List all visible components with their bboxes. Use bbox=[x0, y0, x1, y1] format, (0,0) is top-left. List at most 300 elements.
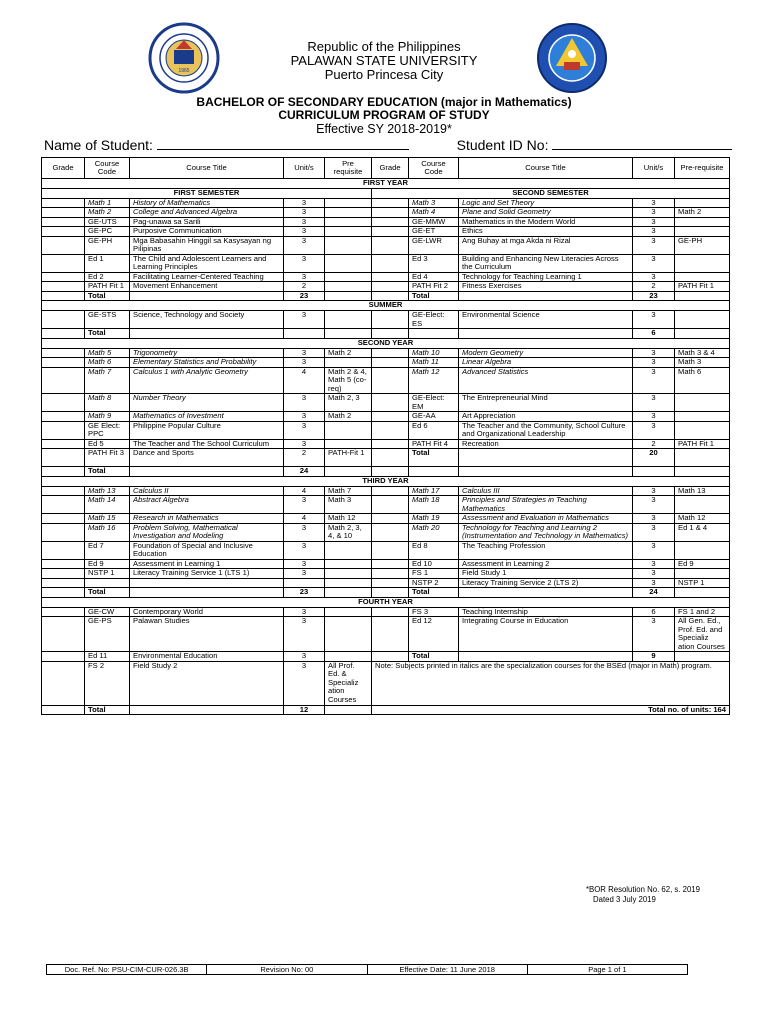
course-code: Math 2 bbox=[85, 208, 130, 218]
course-title: Principles and Strategies in Teaching Mathematics bbox=[459, 496, 633, 514]
total-value: 20 bbox=[633, 449, 675, 467]
course-units: 2 bbox=[284, 449, 325, 467]
total-row bbox=[42, 467, 730, 477]
course-code: Math 19 bbox=[409, 514, 459, 524]
table-row bbox=[42, 208, 730, 218]
course-title: Contemporary World bbox=[130, 607, 284, 617]
course-code: Math 15 bbox=[85, 514, 130, 524]
course-title: Modern Geometry bbox=[459, 348, 633, 358]
grade-cell bbox=[372, 439, 409, 449]
total-value: 24 bbox=[633, 588, 675, 598]
course-prereq bbox=[325, 559, 372, 569]
student-name-field[interactable] bbox=[157, 137, 409, 150]
total-units: Total no. of units: 164 bbox=[372, 705, 730, 715]
grade-cell bbox=[42, 198, 85, 208]
grade-cell bbox=[372, 523, 409, 541]
course-code: PATH Fit 4 bbox=[409, 439, 459, 449]
total-value: 9 bbox=[633, 652, 675, 662]
grade-cell bbox=[372, 394, 409, 412]
grade-cell bbox=[42, 486, 85, 496]
course-prereq: FS 1 and 2 bbox=[675, 607, 730, 617]
course-code: GE-STS bbox=[85, 311, 130, 329]
course-code: Math 11 bbox=[409, 358, 459, 368]
course-title: Problem Solving, Mathematical Investigation and Modeling bbox=[130, 523, 284, 541]
year-first: FIRST YEAR bbox=[42, 179, 730, 189]
col-code: Course Code bbox=[85, 158, 130, 179]
course-code: Ed 1 bbox=[85, 254, 130, 272]
course-code: Math 9 bbox=[85, 412, 130, 422]
total-row bbox=[42, 705, 730, 715]
course-units: 3 bbox=[284, 394, 325, 412]
course-code: Ed 4 bbox=[409, 272, 459, 282]
grade-cell bbox=[372, 578, 409, 588]
course-title: Purposive Communication bbox=[130, 227, 284, 237]
table-row bbox=[42, 559, 730, 569]
course-title: Calculus III bbox=[459, 486, 633, 496]
grade-cell bbox=[42, 412, 85, 422]
total-row bbox=[42, 588, 730, 598]
course-units: 3 bbox=[284, 358, 325, 368]
course-title: Assessment in Learning 1 bbox=[130, 559, 284, 569]
course-units: 3 bbox=[284, 559, 325, 569]
course-units: 3 bbox=[284, 439, 325, 449]
col-code: Course Code bbox=[409, 158, 459, 179]
table-row bbox=[42, 421, 730, 439]
course-units: 3 bbox=[284, 254, 325, 272]
course-units: 3 bbox=[633, 496, 675, 514]
italics-note: Note: Subjects printed in italics are the specialization courses for the BSEd (major in Math) program. bbox=[372, 661, 730, 705]
course-title: College and Advanced Algebra bbox=[130, 208, 284, 218]
course-code: GE-UTS bbox=[85, 217, 130, 227]
course-prereq bbox=[675, 394, 730, 412]
course-units: 3 bbox=[633, 208, 675, 218]
grade-cell bbox=[42, 208, 85, 218]
course-title: Abstract Algebra bbox=[130, 496, 284, 514]
course-title: Building and Enhancing New Literacies Across the Curriculum bbox=[459, 254, 633, 272]
course-code: Math 17 bbox=[409, 486, 459, 496]
course-prereq bbox=[325, 254, 372, 272]
year-heading-row bbox=[42, 476, 730, 486]
course-code: Math 18 bbox=[409, 496, 459, 514]
course-title: Literacy Training Service 1 (LTS 1) bbox=[130, 569, 284, 579]
doc-effective-date: Effective Date: 11 June 2018 bbox=[367, 965, 527, 975]
course-code: PATH Fit 3 bbox=[85, 449, 130, 467]
course-units: 3 bbox=[633, 394, 675, 412]
year-heading-row bbox=[42, 597, 730, 607]
student-info-line bbox=[44, 137, 734, 155]
course-prereq: Math 3 bbox=[675, 358, 730, 368]
course-title: Art Appreciation bbox=[459, 412, 633, 422]
grade-cell bbox=[372, 607, 409, 617]
course-title: Philippine Popular Culture bbox=[130, 421, 284, 439]
course-units: 3 bbox=[284, 607, 325, 617]
student-name-label: Name of Student: bbox=[44, 137, 153, 153]
course-units: 3 bbox=[633, 578, 675, 588]
course-title: Ang Buhay at mga Akda ni Rizal bbox=[459, 236, 633, 254]
course-units: 3 bbox=[284, 421, 325, 439]
course-title: Literacy Training Service 2 (LTS 2) bbox=[459, 578, 633, 588]
course-prereq bbox=[675, 541, 730, 559]
total-value: 12 bbox=[284, 705, 325, 715]
total-value: 6 bbox=[633, 329, 675, 339]
course-prereq bbox=[675, 254, 730, 272]
course-code: Math 10 bbox=[409, 348, 459, 358]
total-label: Total bbox=[85, 588, 130, 598]
grade-cell bbox=[42, 569, 85, 579]
course-code: Ed 2 bbox=[85, 272, 130, 282]
table-row bbox=[42, 272, 730, 282]
first-semester-label: FIRST SEMESTER bbox=[42, 189, 372, 199]
doc-ref: Doc. Ref. No: PSU-CIM-CUR-026.3B bbox=[47, 965, 207, 975]
grade-cell bbox=[372, 282, 409, 292]
course-prereq: Math 12 bbox=[675, 514, 730, 524]
course-code: Math 8 bbox=[85, 394, 130, 412]
bor-resolution-date: Dated 3 July 2019 bbox=[593, 895, 656, 904]
total-label: Total bbox=[409, 291, 459, 301]
course-units: 3 bbox=[284, 272, 325, 282]
course-prereq: Math 7 bbox=[325, 486, 372, 496]
grade-cell bbox=[372, 367, 409, 394]
grade-cell bbox=[42, 421, 85, 439]
course-code: Ed 3 bbox=[409, 254, 459, 272]
course-units: 6 bbox=[633, 607, 675, 617]
course-prereq bbox=[325, 227, 372, 237]
course-units: 2 bbox=[284, 282, 325, 292]
course-title: Integrating Course in Education bbox=[459, 617, 633, 652]
table-row bbox=[42, 523, 730, 541]
course-units: 3 bbox=[633, 272, 675, 282]
course-title: Research in Mathematics bbox=[130, 514, 284, 524]
course-prereq: Ed 9 bbox=[675, 559, 730, 569]
course-title: Mathematics in the Modern World bbox=[459, 217, 633, 227]
grade-cell bbox=[372, 421, 409, 439]
grade-cell bbox=[42, 578, 85, 588]
grade-cell bbox=[42, 394, 85, 412]
course-title: Field Study 2 bbox=[130, 661, 284, 705]
course-units: 3 bbox=[633, 514, 675, 524]
course-code: GE-PH bbox=[85, 236, 130, 254]
course-code: GE Elect: PPC bbox=[85, 421, 130, 439]
grade-cell bbox=[372, 486, 409, 496]
course-units: 4 bbox=[284, 367, 325, 394]
col-grade: Grade bbox=[42, 158, 85, 179]
course-code: Math 12 bbox=[409, 367, 459, 394]
course-title: Technology for Teaching Learning 1 bbox=[459, 272, 633, 282]
col-units: Unit/s bbox=[633, 158, 675, 179]
table-row bbox=[42, 661, 730, 705]
course-code: Math 13 bbox=[85, 486, 130, 496]
course-prereq bbox=[675, 217, 730, 227]
course-title: History of Mathematics bbox=[130, 198, 284, 208]
total-label: Total bbox=[85, 329, 130, 339]
course-prereq bbox=[325, 236, 372, 254]
course-code: Math 6 bbox=[85, 358, 130, 368]
grade-cell bbox=[372, 217, 409, 227]
table-row bbox=[42, 311, 730, 329]
table-row bbox=[42, 348, 730, 358]
course-units: 3 bbox=[284, 523, 325, 541]
course-prereq bbox=[325, 421, 372, 439]
course-code: Math 7 bbox=[85, 367, 130, 394]
course-prereq bbox=[325, 282, 372, 292]
course-prereq: All Gen. Ed., Prof. Ed. and Specializ ation Courses bbox=[675, 617, 730, 652]
curriculum-table bbox=[41, 157, 730, 715]
course-prereq: Math 2 bbox=[325, 348, 372, 358]
grade-cell bbox=[42, 514, 85, 524]
university-name: PALAWAN STATE UNIVERSITY bbox=[290, 53, 478, 68]
course-units: 4 bbox=[284, 486, 325, 496]
year-heading-row bbox=[42, 338, 730, 348]
course-units: 4 bbox=[284, 514, 325, 524]
grade-cell bbox=[42, 236, 85, 254]
city-line: Puerto Princesa City bbox=[324, 67, 444, 82]
course-units: 3 bbox=[284, 661, 325, 705]
grade-cell bbox=[42, 541, 85, 559]
course-units: 2 bbox=[633, 439, 675, 449]
course-code: Ed 11 bbox=[85, 652, 130, 662]
total-value: 23 bbox=[284, 588, 325, 598]
course-code: GE-LWR bbox=[409, 236, 459, 254]
course-prereq: Math 12 bbox=[325, 514, 372, 524]
table-row bbox=[42, 569, 730, 579]
total-value: 24 bbox=[284, 467, 325, 477]
grade-cell bbox=[372, 514, 409, 524]
course-title: Assessment and Evaluation in Mathematics bbox=[459, 514, 633, 524]
course-title: Pag-unawa sa Sarili bbox=[130, 217, 284, 227]
course-code: GE-PC bbox=[85, 227, 130, 237]
table-row bbox=[42, 439, 730, 449]
course-title: Logic and Set Theory bbox=[459, 198, 633, 208]
course-units: 3 bbox=[633, 559, 675, 569]
course-prereq bbox=[325, 208, 372, 218]
course-code: Math 20 bbox=[409, 523, 459, 541]
grade-cell bbox=[42, 496, 85, 514]
grade-cell bbox=[42, 367, 85, 394]
table-row bbox=[42, 217, 730, 227]
course-prereq: Math 2 & 4, Math 5 (co-req) bbox=[325, 367, 372, 394]
course-prereq: GE-PH bbox=[675, 236, 730, 254]
course-units: 3 bbox=[284, 652, 325, 662]
course-prereq bbox=[325, 607, 372, 617]
course-title bbox=[130, 578, 284, 588]
year-second: SECOND YEAR bbox=[42, 338, 730, 348]
course-code: Ed 6 bbox=[409, 421, 459, 439]
course-code: PATH Fit 2 bbox=[409, 282, 459, 292]
second-semester-label: SECOND SEMESTER bbox=[372, 189, 730, 199]
grade-cell bbox=[372, 559, 409, 569]
course-prereq bbox=[325, 198, 372, 208]
table-row bbox=[42, 617, 730, 652]
course-units: 3 bbox=[633, 541, 675, 559]
course-code: Ed 12 bbox=[409, 617, 459, 652]
course-units: 3 bbox=[284, 311, 325, 329]
course-title: The Teacher and the Community, School Culture and Organizational Leadership bbox=[459, 421, 633, 439]
grade-cell bbox=[42, 523, 85, 541]
course-units: 3 bbox=[284, 541, 325, 559]
course-prereq bbox=[325, 439, 372, 449]
total-row bbox=[42, 291, 730, 301]
year-fourth: FOURTH YEAR bbox=[42, 597, 730, 607]
table-row bbox=[42, 394, 730, 412]
course-title: Palawan Studies bbox=[130, 617, 284, 652]
course-units: 3 bbox=[284, 217, 325, 227]
course-code: GE-CW bbox=[85, 607, 130, 617]
grade-cell bbox=[372, 617, 409, 652]
grade-cell bbox=[372, 208, 409, 218]
course-code bbox=[85, 578, 130, 588]
bor-resolution-note: *BOR Resolution No. 62, s. 2019 bbox=[586, 885, 700, 894]
total-label: Total bbox=[85, 291, 130, 301]
course-title: Mathematics of Investment bbox=[130, 412, 284, 422]
course-title: Trigonometry bbox=[130, 348, 284, 358]
course-code: GE-AA bbox=[409, 412, 459, 422]
course-title: The Child and Adolescent Learners and Learning Principles bbox=[130, 254, 284, 272]
course-prereq: Math 6 bbox=[675, 367, 730, 394]
course-title: Mga Babasahin Hinggil sa Kasysayan ng Pilipinas bbox=[130, 236, 284, 254]
course-prereq bbox=[675, 272, 730, 282]
effective-sy: Effective SY 2018-2019* bbox=[316, 122, 452, 136]
course-prereq bbox=[675, 569, 730, 579]
course-code: Math 3 bbox=[409, 198, 459, 208]
course-units: 3 bbox=[633, 236, 675, 254]
course-code: GE-Elect: EM bbox=[409, 394, 459, 412]
course-prereq bbox=[675, 421, 730, 439]
course-title: The Teaching Profession bbox=[459, 541, 633, 559]
course-units: 3 bbox=[633, 617, 675, 652]
table-row bbox=[42, 236, 730, 254]
year-third: THIRD YEAR bbox=[42, 476, 730, 486]
course-code: Ed 5 bbox=[85, 439, 130, 449]
grade-cell bbox=[42, 217, 85, 227]
course-title: Recreation bbox=[459, 439, 633, 449]
course-code: Ed 7 bbox=[85, 541, 130, 559]
course-title: Calculus II bbox=[130, 486, 284, 496]
course-prereq: PATH-Fit 1 bbox=[325, 449, 372, 467]
table-row bbox=[42, 514, 730, 524]
total-label: Total bbox=[85, 705, 130, 715]
course-units: 3 bbox=[284, 412, 325, 422]
grade-cell bbox=[42, 282, 85, 292]
course-prereq bbox=[675, 227, 730, 237]
grade-cell bbox=[42, 272, 85, 282]
course-prereq: Math 2, 3, 4, & 10 bbox=[325, 523, 372, 541]
table-row bbox=[42, 449, 730, 467]
year-heading-row bbox=[42, 301, 730, 311]
course-prereq: Math 3 bbox=[325, 496, 372, 514]
grade-cell bbox=[372, 569, 409, 579]
table-row bbox=[42, 652, 730, 662]
course-code: Ed 10 bbox=[409, 559, 459, 569]
course-units: 3 bbox=[633, 311, 675, 329]
doc-revision: Revision No: 00 bbox=[207, 965, 367, 975]
course-prereq: Math 2 bbox=[675, 208, 730, 218]
total-value: 23 bbox=[284, 291, 325, 301]
grade-cell bbox=[372, 236, 409, 254]
total-label: Total bbox=[409, 449, 459, 467]
course-code: GE-MMW bbox=[409, 217, 459, 227]
table-row bbox=[42, 412, 730, 422]
course-units: 2 bbox=[633, 282, 675, 292]
course-prereq: Math 13 bbox=[675, 486, 730, 496]
course-title: Field Study 1 bbox=[459, 569, 633, 579]
table-row bbox=[42, 227, 730, 237]
course-code: Math 14 bbox=[85, 496, 130, 514]
grade-cell bbox=[42, 439, 85, 449]
table-row bbox=[42, 541, 730, 559]
course-units: 3 bbox=[633, 254, 675, 272]
course-code: FS 1 bbox=[409, 569, 459, 579]
course-title: Assessment in Learning 2 bbox=[459, 559, 633, 569]
grade-cell bbox=[372, 198, 409, 208]
grade-cell bbox=[42, 227, 85, 237]
course-prereq bbox=[675, 412, 730, 422]
grade-cell bbox=[42, 254, 85, 272]
table-row bbox=[42, 198, 730, 208]
program-title: BACHELOR OF SECONDARY EDUCATION (major in Mathematics) CURRICULUM PROGRAM OF STUDY bbox=[196, 95, 572, 122]
course-prereq: PATH Fit 1 bbox=[675, 282, 730, 292]
course-units: 3 bbox=[284, 198, 325, 208]
course-title: Ethics bbox=[459, 227, 633, 237]
course-units: 3 bbox=[633, 358, 675, 368]
course-prereq: Math 3 & 4 bbox=[675, 348, 730, 358]
course-code: Ed 8 bbox=[409, 541, 459, 559]
course-prereq bbox=[325, 358, 372, 368]
col-grade: Grade bbox=[372, 158, 409, 179]
course-title: Facilitating Learner-Centered Teaching bbox=[130, 272, 284, 282]
course-title: Technology for Teaching and Learning 2 (Instrumentation and Technology in Mathematics) bbox=[459, 523, 633, 541]
course-title: Dance and Sports bbox=[130, 449, 284, 467]
country-line: Republic of the Philippines bbox=[307, 39, 461, 54]
course-prereq bbox=[325, 217, 372, 227]
course-prereq: NSTP 1 bbox=[675, 578, 730, 588]
course-units: 3 bbox=[633, 486, 675, 496]
course-title: The Teacher and The School Curriculum bbox=[130, 439, 284, 449]
student-id-label: Student ID No: bbox=[456, 137, 549, 153]
student-id-field[interactable] bbox=[552, 137, 732, 150]
table-row bbox=[42, 282, 730, 292]
col-title: Course Title bbox=[459, 158, 633, 179]
course-prereq bbox=[325, 617, 372, 652]
course-title: Environmental Education bbox=[130, 652, 284, 662]
course-code: NSTP 2 bbox=[409, 578, 459, 588]
total-label: Total bbox=[85, 467, 130, 477]
table-row bbox=[42, 607, 730, 617]
course-units: 3 bbox=[633, 198, 675, 208]
course-code: Ed 9 bbox=[85, 559, 130, 569]
course-units: 3 bbox=[284, 227, 325, 237]
course-code: FS 2 bbox=[85, 661, 130, 705]
course-title: Advanced Statistics bbox=[459, 367, 633, 394]
course-code: PATH Fit 1 bbox=[85, 282, 130, 292]
year-heading-row bbox=[42, 179, 730, 189]
course-title: Number Theory bbox=[130, 394, 284, 412]
course-prereq bbox=[325, 272, 372, 282]
table-row bbox=[42, 254, 730, 272]
course-title: Linear Algebra bbox=[459, 358, 633, 368]
course-code: Math 5 bbox=[85, 348, 130, 358]
course-prereq bbox=[675, 198, 730, 208]
grade-cell bbox=[42, 559, 85, 569]
total-row bbox=[42, 329, 730, 339]
course-prereq: All Prof. Ed. & Specializ ation Courses bbox=[325, 661, 372, 705]
course-units: 3 bbox=[633, 523, 675, 541]
course-units: 3 bbox=[284, 617, 325, 652]
course-units: 3 bbox=[633, 348, 675, 358]
course-units: 3 bbox=[633, 367, 675, 394]
table-row bbox=[42, 578, 730, 588]
course-title: Calculus 1 with Analytic Geometry bbox=[130, 367, 284, 394]
course-code: Math 1 bbox=[85, 198, 130, 208]
